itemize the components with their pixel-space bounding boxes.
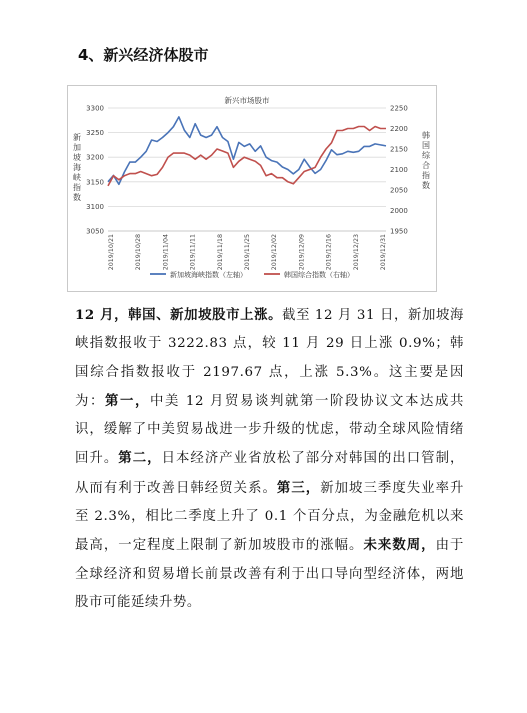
y-right-tick-label: 2050	[390, 186, 408, 195]
y-right-axis-label: 指	[422, 171, 430, 180]
y-right-axis-label: 韩	[422, 131, 430, 140]
x-tick-label: 2019/11/04	[162, 234, 170, 271]
y-left-tick-label: 3050	[86, 227, 104, 236]
legend-label-2: 韩国综合指数（右轴）	[284, 271, 354, 279]
y-left-axis-label: 加	[73, 143, 81, 152]
series-line-2	[108, 127, 386, 186]
y-right-axis-label: 数	[422, 181, 430, 190]
y-right-tick-label: 1950	[390, 227, 408, 236]
legend-label-1: 新加坡海峡指数（左轴）	[170, 271, 247, 279]
paragraph-emphasis: 12 月，韩国、新加坡股市上涨。	[75, 307, 283, 323]
x-tick-label: 2019/12/23	[352, 234, 360, 271]
y-left-tick-label: 3200	[86, 153, 104, 162]
y-left-axis-label: 指	[73, 183, 81, 192]
paragraph-emphasis: 未来数周，	[363, 537, 436, 554]
y-left-axis-label: 海	[73, 163, 81, 172]
paragraph-text: 中美 12 月贸易谈判就第一阶段协议文本达成共识，缓解了中美贸易战进一步升级的忧虑，带动全球风险情绪回升。	[75, 393, 465, 467]
x-tick-label: 2019/12/16	[325, 234, 333, 271]
y-left-tick-label: 3100	[86, 202, 104, 211]
y-left-axis-label: 坡	[73, 153, 81, 162]
section-heading: 4、新兴经济体股市	[78, 46, 209, 64]
paragraph-emphasis: 第三，	[276, 479, 321, 496]
y-right-tick-label: 2150	[390, 145, 408, 154]
y-right-axis-label: 国	[422, 141, 430, 150]
y-right-axis-label: 综	[422, 151, 430, 160]
paragraph-text: 截至 12 月 31 日，新加坡海峡指数报收于 3222.83 点，较 11 月 29 日上涨 0.9%；韩国综合指数报收于 2197.67 点，上涨 5.3%。这主要是因为：	[75, 308, 464, 409]
x-tick-label: 2019/12/02	[271, 234, 279, 271]
x-tick-label: 2019/12/09	[298, 234, 306, 271]
paragraph-text: 新加坡三季度失业率升至 2.3%，相比二季度上升了 0.1 个百分点，为金融危机以来最高，一定程度上限制了新加坡股市的涨幅。	[75, 480, 464, 554]
paragraph-text: 由于全球经济和贸易增长前景改善有利于出口导向型经济体，两地股市可能延续升势。	[75, 538, 465, 610]
y-left-tick-label: 3250	[86, 129, 104, 138]
x-tick-label: 2019/12/31	[380, 234, 387, 271]
x-tick-label: 2019/10/21	[108, 234, 115, 271]
y-left-tick-label: 3300	[86, 104, 104, 113]
x-tick-label: 2019/11/11	[189, 234, 197, 271]
y-left-axis-label: 峡	[73, 173, 81, 182]
y-right-tick-label: 2250	[390, 104, 408, 113]
paragraph-emphasis: 第二，	[118, 450, 162, 467]
y-right-axis-label: 合	[422, 161, 430, 170]
y-right-tick-label: 2100	[390, 166, 408, 174]
chart-title: 新兴市场股市	[224, 96, 270, 105]
analysis-paragraph	[75, 301, 464, 617]
stock-chart	[67, 85, 437, 292]
chart-canvas	[68, 86, 436, 291]
y-left-tick-label: 3150	[86, 178, 104, 187]
y-right-tick-label: 2200	[390, 125, 408, 133]
x-tick-label: 2019/11/25	[244, 234, 251, 271]
y-right-tick-label: 2000	[390, 207, 408, 215]
y-left-axis-label: 数	[73, 193, 81, 202]
x-tick-label: 2019/11/18	[216, 234, 224, 271]
y-left-axis-label: 新	[73, 133, 81, 142]
paragraph-emphasis: 第一，	[105, 392, 151, 409]
x-tick-label: 2019/10/28	[135, 234, 143, 271]
paragraph-text: 日本经济产业省放松了部分对韩国的出口管制，从而有利于改善日韩经贸关系。	[75, 451, 464, 496]
